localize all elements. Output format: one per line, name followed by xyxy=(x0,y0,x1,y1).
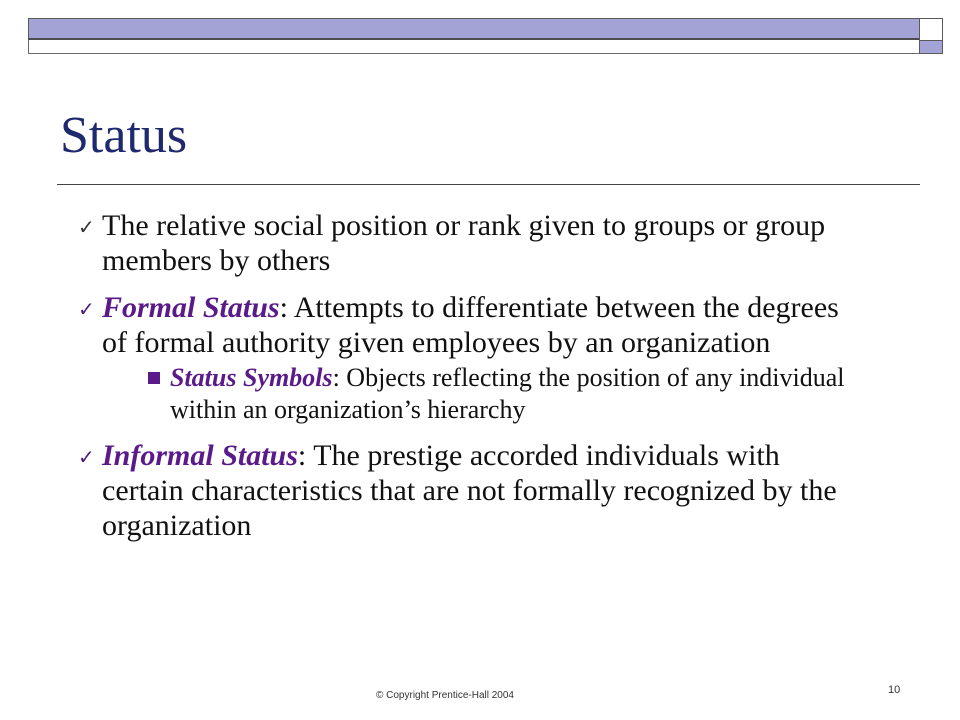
bullet-item xyxy=(78,438,858,543)
top-corner-square-fill xyxy=(919,40,943,54)
checkmark-icon: ✓ xyxy=(78,297,95,321)
top-bar-lower xyxy=(28,40,943,54)
bullet-item xyxy=(78,208,858,278)
checkmark-icon: ✓ xyxy=(78,215,95,239)
copyright-footer: © Copyright Prentice-Hall 2004 xyxy=(376,690,514,701)
bullet-text: The relative social position or rank given to groups or group members by others xyxy=(102,209,826,277)
bullet-item xyxy=(78,290,858,426)
checkmark-icon: ✓ xyxy=(78,445,95,469)
bullet-text: : Attempts to differentiate between the degrees of formal authority given employees by an organization xyxy=(102,291,839,359)
bullet-term: Informal Status xyxy=(102,439,298,472)
bullet-text: : The prestige accorded individuals with certain characteristics that are not formally recognized by the organization xyxy=(102,439,837,542)
slide-content xyxy=(78,208,858,555)
top-bar xyxy=(28,18,943,40)
slide-title: Status xyxy=(60,107,188,164)
sub-bullet-text: : Objects reflecting the position of any individual within an organization’s hierarchy xyxy=(170,363,845,424)
sub-bullet-term: Status Symbols xyxy=(170,363,333,392)
square-bullet-icon xyxy=(148,372,160,384)
sub-bullet-item xyxy=(148,362,858,426)
bullet-term: Formal Status xyxy=(102,291,280,324)
page-number: 10 xyxy=(888,684,901,696)
title-underline xyxy=(57,184,920,185)
